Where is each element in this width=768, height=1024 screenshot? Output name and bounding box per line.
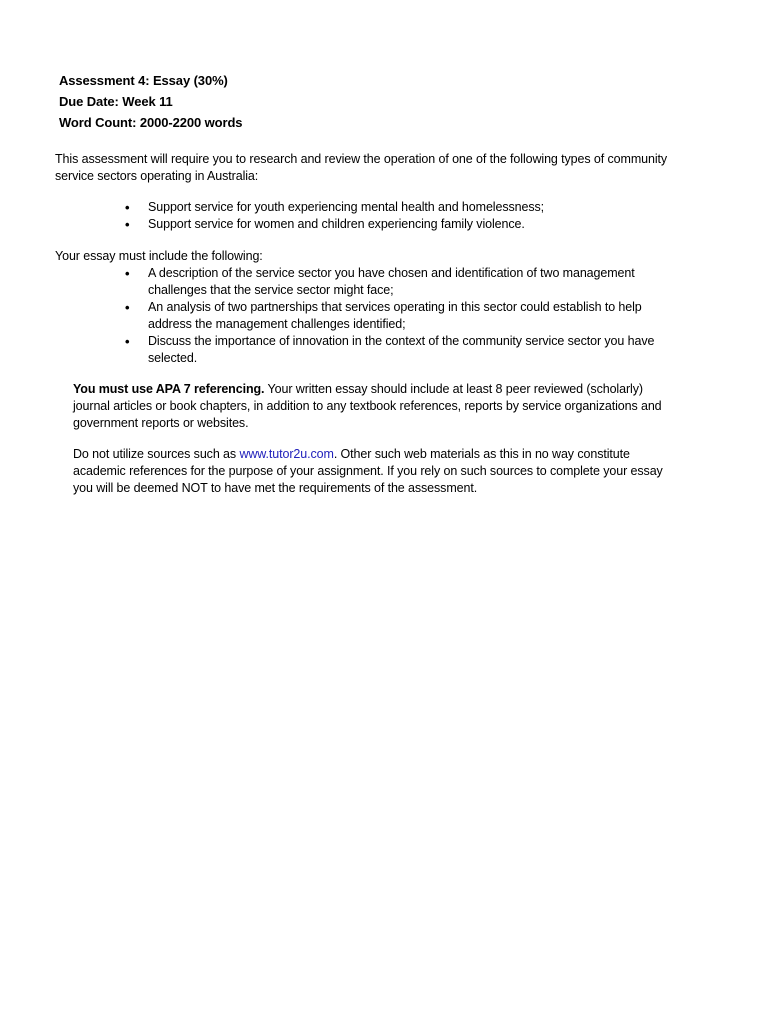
referencing-text: Your written essay should include at least 8 peer reviewed (scholarly) journal articles or book chapters, in addition to any textbook references, reports by service organizations and government reports or websites. (73, 382, 662, 430)
word-count: Word Count: 2000-2200 words (59, 115, 243, 130)
sources-warning-before: Do not utilize sources such as (73, 447, 240, 461)
list-item-text: A description of the service sector you have chosen and identification of two management challenges that the service sector might face; (148, 266, 635, 297)
list-item (127, 216, 687, 233)
bullet-icon: • (125, 217, 130, 232)
bullet-icon: • (125, 334, 130, 349)
list-item (127, 199, 687, 216)
requirements-list (127, 265, 672, 367)
sources-warning-after: . Other such web materials as this in no way constitute academic references for the purpose of your assignment. If you rely on such sources to complete your essay you will be deemed NOT to have met the requirements of the assessment. (73, 447, 663, 495)
bullet-icon: • (125, 200, 130, 215)
sector-options-list (127, 199, 687, 233)
due-date: Due Date: Week 11 (59, 94, 173, 109)
intro-paragraph: This assessment will require you to research and review the operation of one of the following types of community service sectors operating in Australia: (55, 152, 668, 183)
list-item-text: Support service for women and children experiencing family violence. (148, 217, 525, 231)
list-item-text: An analysis of two partnerships that services operating in this sector could establish to help address the management challenges identified; (148, 300, 642, 331)
list-item (127, 333, 672, 367)
list-item (127, 265, 672, 299)
list-item-text: Support service for youth experiencing mental health and homelessness; (148, 200, 545, 214)
list-item-text: Discuss the importance of innovation in the context of the community service sector you have selected. (148, 334, 655, 365)
assessment-header (59, 70, 242, 133)
bullet-icon: • (125, 300, 130, 315)
sources-warning-paragraph (73, 446, 683, 497)
requirements-heading: Your essay must include the following: (55, 249, 263, 263)
tutor2u-link[interactable]: www.tutor2u.com (239, 447, 334, 461)
referencing-emphasis: You must use APA 7 referencing. (73, 382, 265, 396)
referencing-paragraph (73, 381, 683, 432)
bullet-icon: • (125, 266, 130, 281)
list-item (127, 299, 672, 333)
assessment-title: Assessment 4: Essay (30%) (59, 73, 228, 88)
